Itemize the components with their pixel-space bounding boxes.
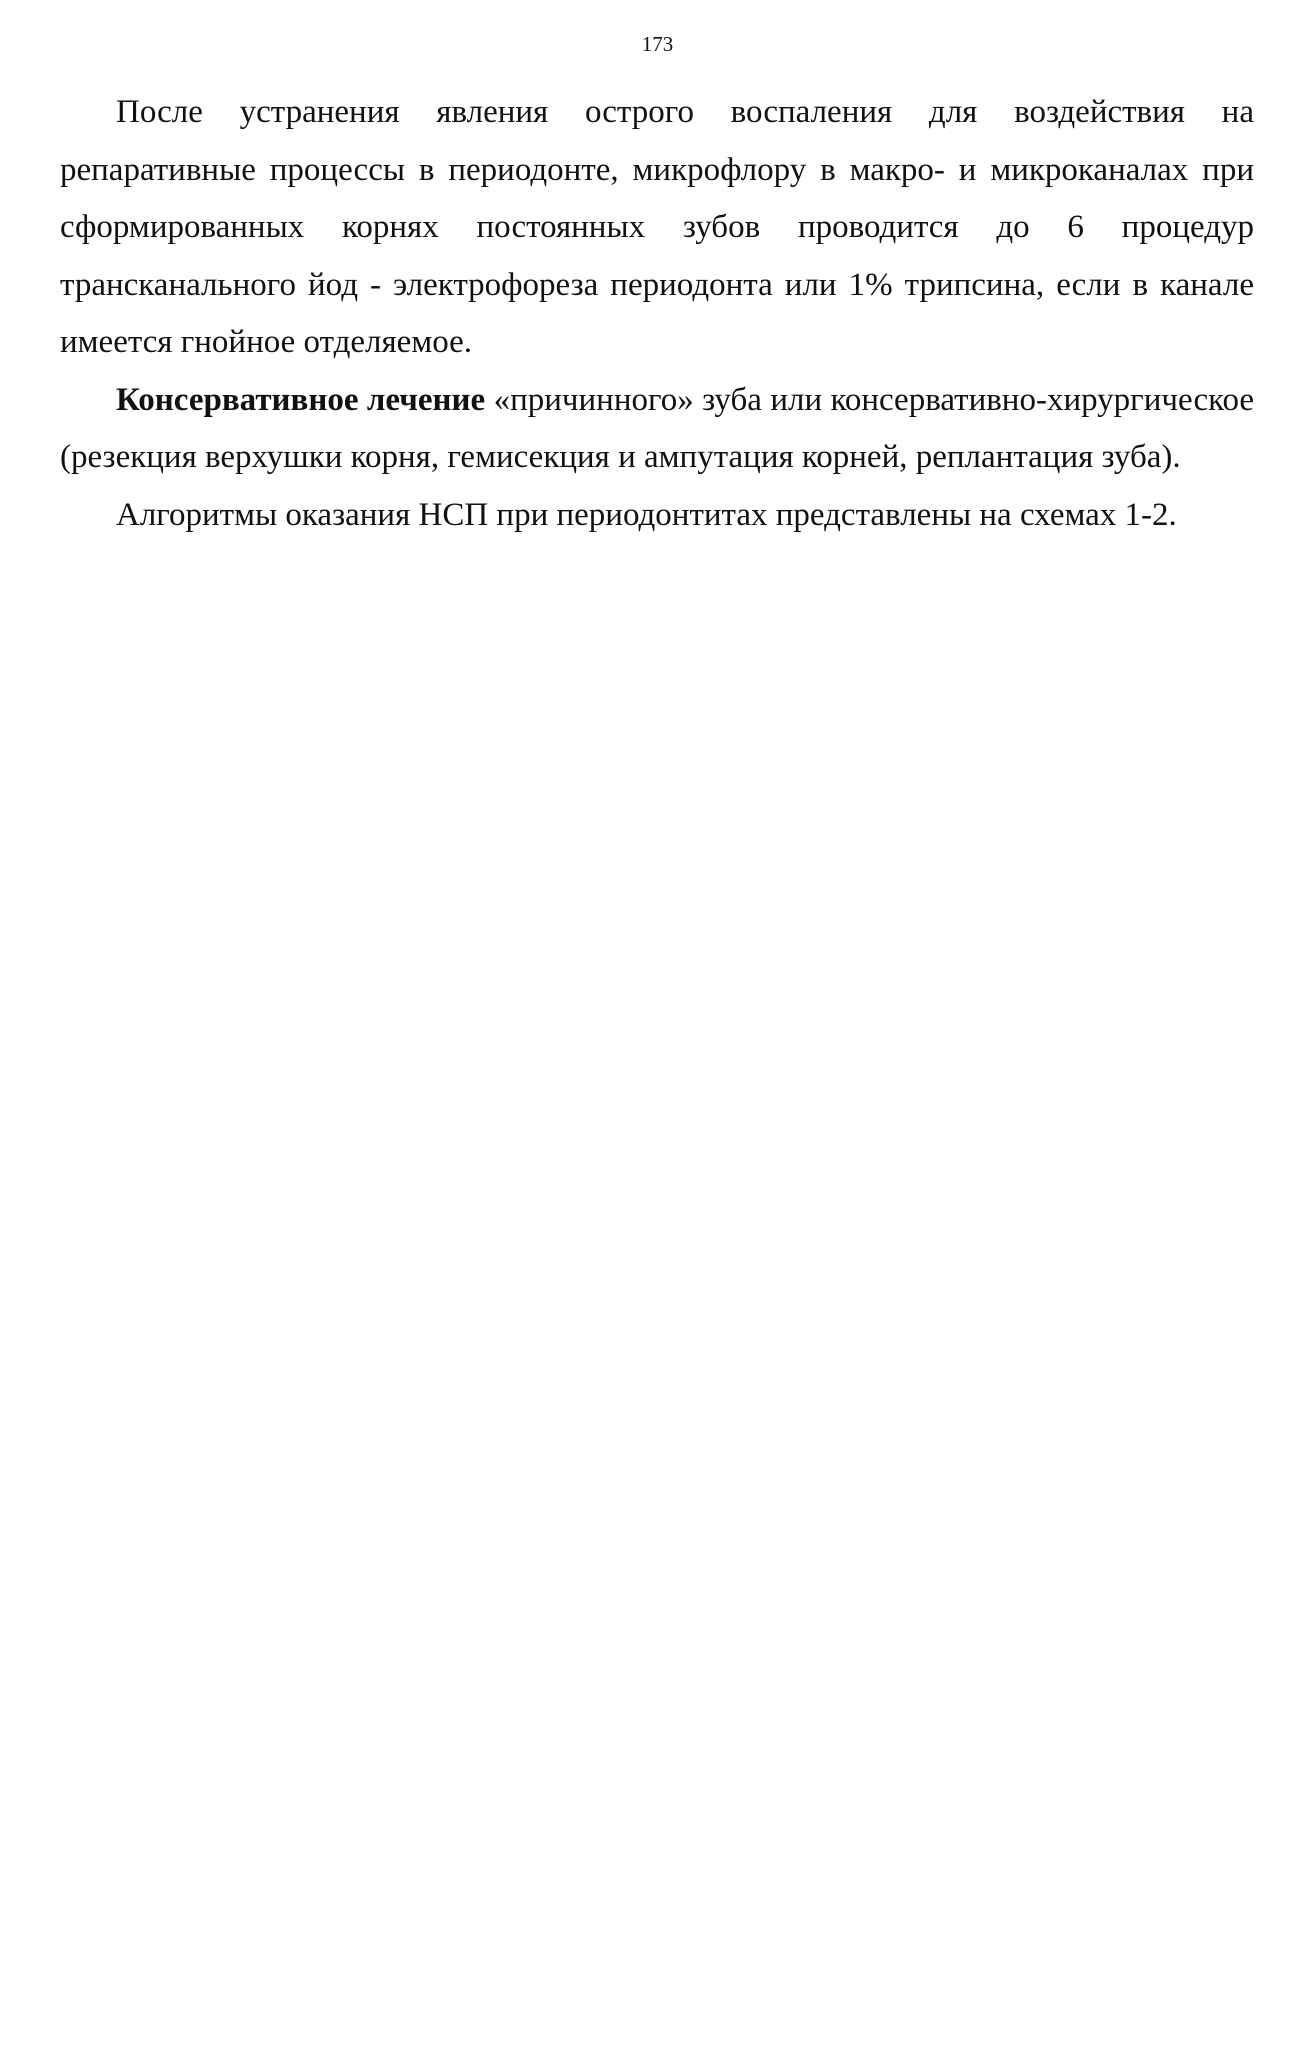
paragraph-1: После устранения явления острого воспаления для воздействия на репаративные процессы в периодонте, микрофлору в макро- и микроканалах при сформированных корнях постоянных зубов проводится до 6 процедур трансканального йод - электрофореза периодонта или 1% трипсина, если в канале имеется гнойное отделяемое.: [60, 94, 1254, 360]
paragraph-2-bold-lead: Консервативное лечение: [116, 381, 486, 418]
paragraph-2: [60, 372, 1254, 487]
page-number: 173: [641, 32, 674, 56]
paragraph-3: Алгоритмы оказания НСП при периодонтитах представлены на схемах 1-2.: [116, 496, 1177, 533]
body-text: [60, 84, 1254, 544]
paragraph-2-text: «причинного» зуба или консервативно-хирургическое (резекция верхушки корня, гемисекция и ампутация корней, реплантация зуба).: [60, 381, 1254, 475]
